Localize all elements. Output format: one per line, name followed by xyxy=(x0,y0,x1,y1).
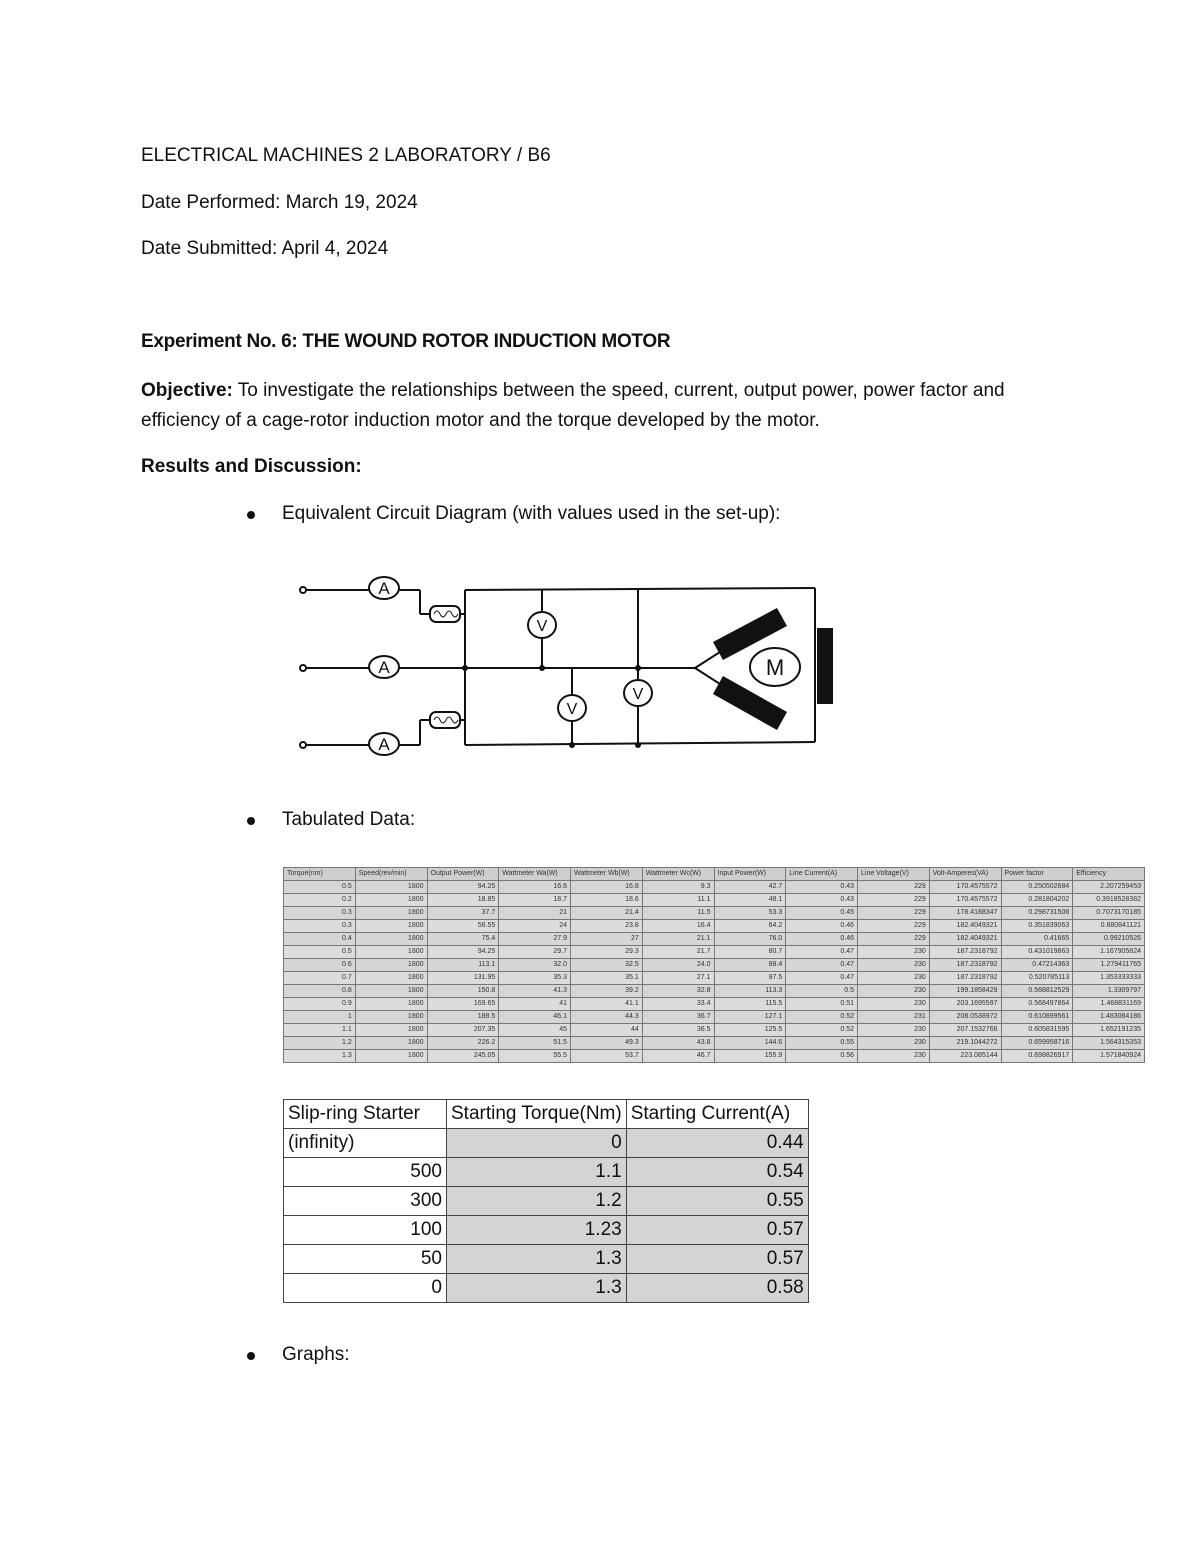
table-cell: 229 xyxy=(858,907,930,920)
table-cell: 0.41665 xyxy=(1001,933,1073,946)
table-cell: 0.298731506 xyxy=(1001,907,1073,920)
starter-row xyxy=(284,1187,809,1216)
table-cell: 0.698826917 xyxy=(1001,1050,1073,1063)
table-cell: 0.47 xyxy=(786,946,858,959)
table-cell: 230 xyxy=(858,985,930,998)
table-cell: 49.3 xyxy=(571,1037,643,1050)
starter-cell: 0.57 xyxy=(626,1216,808,1245)
table-cell: 187.2318792 xyxy=(929,946,1001,959)
table-cell: 230 xyxy=(858,1024,930,1037)
table-cell: 0.9 xyxy=(284,998,356,1011)
table-row xyxy=(284,1037,1145,1050)
table-cell: 0.5 xyxy=(284,946,356,959)
starter-cell: 100 xyxy=(284,1216,447,1245)
table-cell: 21.7 xyxy=(642,946,714,959)
table-row xyxy=(284,933,1145,946)
table-header-cell: Torque(nm) xyxy=(284,868,356,881)
table-cell: 55.5 xyxy=(499,1050,571,1063)
table-cell: 125.5 xyxy=(714,1024,786,1037)
table-cell: 0.47214363 xyxy=(1001,959,1073,972)
bullet-dot xyxy=(247,1352,255,1360)
table-cell: 97.5 xyxy=(714,972,786,985)
table-cell: 1800 xyxy=(355,1024,427,1037)
table-cell: 16.4 xyxy=(642,920,714,933)
date-performed: Date Performed: March 19, 2024 xyxy=(141,192,418,213)
table-cell: 27.9 xyxy=(499,933,571,946)
table-cell: 33.4 xyxy=(642,998,714,1011)
table-row xyxy=(284,881,1145,894)
table-cell: 0.43 xyxy=(786,894,858,907)
table-cell: 1800 xyxy=(355,972,427,985)
table-row xyxy=(284,1011,1145,1024)
table-cell: 76.0 xyxy=(714,933,786,946)
table-cell: 0.610899561 xyxy=(1001,1011,1073,1024)
table-header-cell: Volt-Amperes(VA) xyxy=(929,868,1001,881)
equivalent-circuit-diagram xyxy=(295,570,840,765)
starter-row xyxy=(284,1129,809,1158)
table-cell: 88.4 xyxy=(714,959,786,972)
table-cell: 1.3 xyxy=(284,1050,356,1063)
table-row xyxy=(284,1024,1145,1037)
table-header-cell: Line Voltage(V) xyxy=(858,868,930,881)
voltmeter-label: V xyxy=(536,618,548,635)
table-cell: 41.3 xyxy=(499,985,571,998)
table-cell: 188.5 xyxy=(427,1011,499,1024)
table-cell: 56.55 xyxy=(427,920,499,933)
table-cell: 0.7073170185 xyxy=(1073,907,1145,920)
table-cell: 230 xyxy=(858,972,930,985)
table-cell: 0.659958716 xyxy=(1001,1037,1073,1050)
table-cell: 1.1 xyxy=(284,1024,356,1037)
table-cell: 113.3 xyxy=(714,985,786,998)
table-cell: 1800 xyxy=(355,1050,427,1063)
table-row xyxy=(284,894,1145,907)
table-cell: 41 xyxy=(499,998,571,1011)
table-cell: 0.5 xyxy=(786,985,858,998)
table-cell: 1.3309797 xyxy=(1073,985,1145,998)
bullet-dot xyxy=(247,817,255,825)
table-cell: 18.6 xyxy=(571,894,643,907)
table-cell: 32.5 xyxy=(571,959,643,972)
table-cell: 229 xyxy=(858,881,930,894)
table-cell: 203.1695597 xyxy=(929,998,1001,1011)
table-cell: 178.4188347 xyxy=(929,907,1001,920)
table-cell: 1800 xyxy=(355,907,427,920)
table-cell: 226.2 xyxy=(427,1037,499,1050)
terminal-node xyxy=(300,665,306,671)
table-header-cell: Wattmeter Wb(W) xyxy=(571,868,643,881)
table-cell: 94.25 xyxy=(427,946,499,959)
table-cell: 231 xyxy=(858,1011,930,1024)
ammeter-label: A xyxy=(378,658,390,677)
table-cell: 0.47 xyxy=(786,972,858,985)
starter-cell: 1.23 xyxy=(447,1216,627,1245)
table-cell: 187.2318792 xyxy=(929,972,1001,985)
table-cell: 199.1858429 xyxy=(929,985,1001,998)
starter-header-cell: Starting Current(A) xyxy=(626,1100,808,1129)
table-cell: 51.5 xyxy=(499,1037,571,1050)
bullet-dot xyxy=(247,511,255,519)
table-cell: 0.52 xyxy=(786,1024,858,1037)
table-cell: 1800 xyxy=(355,920,427,933)
table-cell: 0.46 xyxy=(786,920,858,933)
experiment-title: Experiment No. 6: THE WOUND ROTOR INDUCTION MOTOR xyxy=(141,331,671,352)
table-cell: 0.568497864 xyxy=(1001,998,1073,1011)
table-cell: 64.2 xyxy=(714,920,786,933)
course-title: ELECTRICAL MACHINES 2 LABORATORY / B6 xyxy=(141,145,551,166)
table-cell: 0.47 xyxy=(786,959,858,972)
table-header-cell: Wattmeter Wc(W) xyxy=(642,868,714,881)
table-cell: 207.35 xyxy=(427,1024,499,1037)
table-cell: 21 xyxy=(499,907,571,920)
table-cell: 41.1 xyxy=(571,998,643,1011)
table-cell: 0.281804202 xyxy=(1001,894,1073,907)
table-row xyxy=(284,998,1145,1011)
table-cell: 29.3 xyxy=(571,946,643,959)
tabulated-data-table-wrapper xyxy=(283,867,1145,1063)
table-cell: 0.6 xyxy=(284,959,356,972)
starter-header-cell: Slip-ring Starter xyxy=(284,1100,447,1129)
table-cell: 0.56 xyxy=(786,1050,858,1063)
objective-label: Objective: xyxy=(141,380,233,401)
table-cell: 44 xyxy=(571,1024,643,1037)
table-cell: 24 xyxy=(499,920,571,933)
table-cell: 1.279411765 xyxy=(1073,959,1145,972)
table-cell: 36.7 xyxy=(642,1011,714,1024)
table-cell: 208.0538972 xyxy=(929,1011,1001,1024)
bullet-circuit-diagram: Equivalent Circuit Diagram (with values used in the set-up): xyxy=(282,503,781,524)
table-cell: 0.3 xyxy=(284,907,356,920)
table-cell: 0.3 xyxy=(284,920,356,933)
table-cell: 37.7 xyxy=(427,907,499,920)
table-cell: 229 xyxy=(858,933,930,946)
table-cell: 39.2 xyxy=(571,985,643,998)
table-row xyxy=(284,959,1145,972)
table-cell: 219.1044272 xyxy=(929,1037,1001,1050)
table-cell: 0.45 xyxy=(786,907,858,920)
table-cell: 11.5 xyxy=(642,907,714,920)
table-cell: 1800 xyxy=(355,894,427,907)
table-cell: 182.4049321 xyxy=(929,920,1001,933)
objective-paragraph xyxy=(141,376,1041,436)
table-cell: 0.4 xyxy=(284,933,356,946)
table-cell: 23.8 xyxy=(571,920,643,933)
table-cell: 1.652191235 xyxy=(1073,1024,1145,1037)
table-cell: 0.5 xyxy=(284,881,356,894)
table-cell: 75.4 xyxy=(427,933,499,946)
starter-cell: 0.54 xyxy=(626,1158,808,1187)
table-header-cell: Efficiency xyxy=(1073,868,1145,881)
starter-cell: 300 xyxy=(284,1187,447,1216)
table-cell: 16.6 xyxy=(499,881,571,894)
table-cell: 1800 xyxy=(355,946,427,959)
table-cell: 53.3 xyxy=(714,907,786,920)
table-cell: 27.1 xyxy=(642,972,714,985)
ammeter-label: A xyxy=(378,579,390,598)
table-cell: 1.468831169 xyxy=(1073,998,1145,1011)
table-cell: 113.1 xyxy=(427,959,499,972)
table-cell: 21.1 xyxy=(642,933,714,946)
terminal-node xyxy=(300,742,306,748)
table-cell: 170.4575572 xyxy=(929,881,1001,894)
table-cell: 1.2 xyxy=(284,1037,356,1050)
starter-cell: 0 xyxy=(284,1274,447,1303)
table-cell: 0.52 xyxy=(786,1011,858,1024)
results-heading: Results and Discussion: xyxy=(141,456,362,477)
table-cell: 43.8 xyxy=(642,1037,714,1050)
starter-cell: 1.1 xyxy=(447,1158,627,1187)
starter-cell: 1.3 xyxy=(447,1274,627,1303)
table-row xyxy=(284,985,1145,998)
starter-cell: 0.55 xyxy=(626,1187,808,1216)
starter-cell: 0.58 xyxy=(626,1274,808,1303)
winding-bar xyxy=(817,628,833,704)
table-row xyxy=(284,972,1145,985)
table-cell: 0.3918528382 xyxy=(1073,894,1145,907)
voltmeter-label: V xyxy=(632,686,644,703)
table-cell: 1 xyxy=(284,1011,356,1024)
table-cell: 36.5 xyxy=(642,1024,714,1037)
table-cell: 0.351839063 xyxy=(1001,920,1073,933)
table-header-cell: Line Current(A) xyxy=(786,868,858,881)
starter-row xyxy=(284,1216,809,1245)
terminal-node xyxy=(300,587,306,593)
table-cell: 1.564315353 xyxy=(1073,1037,1145,1050)
table-cell: 115.5 xyxy=(714,998,786,1011)
table-cell: 169.65 xyxy=(427,998,499,1011)
table-header-cell: Power factor xyxy=(1001,868,1073,881)
table-cell: 1.353333333 xyxy=(1073,972,1145,985)
table-cell: 94.25 xyxy=(427,881,499,894)
table-cell: 223.085144 xyxy=(929,1050,1001,1063)
table-cell: 0.2 xyxy=(284,894,356,907)
table-cell: 229 xyxy=(858,920,930,933)
motor-label: M xyxy=(765,655,785,680)
table-header-cell: Speed(rev/min) xyxy=(355,868,427,881)
table-row xyxy=(284,920,1145,933)
table-cell: 127.1 xyxy=(714,1011,786,1024)
table-row xyxy=(284,946,1145,959)
table-cell: 46.1 xyxy=(499,1011,571,1024)
table-cell: 182.4049321 xyxy=(929,933,1001,946)
table-cell: 0.520785113 xyxy=(1001,972,1073,985)
table-cell: 1.571840924 xyxy=(1073,1050,1145,1063)
table-cell: 1800 xyxy=(355,985,427,998)
slip-ring-starter-table xyxy=(283,1099,809,1303)
starter-table-wrapper xyxy=(283,1099,809,1303)
table-cell: 1800 xyxy=(355,959,427,972)
table-cell: 207.1532766 xyxy=(929,1024,1001,1037)
table-row xyxy=(284,1050,1145,1063)
table-cell: 1800 xyxy=(355,1011,427,1024)
starter-cell: 500 xyxy=(284,1158,447,1187)
table-cell: 18.7 xyxy=(499,894,571,907)
table-cell: 230 xyxy=(858,959,930,972)
table-cell: 45 xyxy=(499,1024,571,1037)
table-cell: 35.3 xyxy=(499,972,571,985)
table-cell: 0.568812529 xyxy=(1001,985,1073,998)
table-cell: 32.8 xyxy=(642,985,714,998)
table-cell: 1800 xyxy=(355,998,427,1011)
table-cell: 2.207259453 xyxy=(1073,881,1145,894)
table-cell: 1.483084186 xyxy=(1073,1011,1145,1024)
table-cell: 1800 xyxy=(355,933,427,946)
table-cell: 48.1 xyxy=(714,894,786,907)
table-cell: 155.9 xyxy=(714,1050,786,1063)
date-submitted: Date Submitted: April 4, 2024 xyxy=(141,238,389,259)
table-header-cell: Output Power(W) xyxy=(427,868,499,881)
table-cell: 229 xyxy=(858,894,930,907)
tabulated-data-table xyxy=(283,867,1145,1063)
table-cell: 0.46 xyxy=(786,933,858,946)
table-cell: 18.85 xyxy=(427,894,499,907)
starter-cell: 0 xyxy=(447,1129,627,1158)
table-cell: 0.8 xyxy=(284,985,356,998)
table-cell: 80.7 xyxy=(714,946,786,959)
bullet-tabulated-data: Tabulated Data: xyxy=(282,809,416,830)
table-cell: 0.605831595 xyxy=(1001,1024,1073,1037)
table-header-cell: Wattmeter Wa(W) xyxy=(499,868,571,881)
starter-row xyxy=(284,1274,809,1303)
starter-cell: 1.2 xyxy=(447,1187,627,1216)
table-cell: 230 xyxy=(858,946,930,959)
table-cell: 42.7 xyxy=(714,881,786,894)
table-cell: 0.43 xyxy=(786,881,858,894)
table-cell: 0.431019863 xyxy=(1001,946,1073,959)
table-cell: 27 xyxy=(571,933,643,946)
table-cell: 131.95 xyxy=(427,972,499,985)
voltmeter-label: V xyxy=(566,701,578,718)
table-cell: 230 xyxy=(858,1050,930,1063)
table-cell: 187.2318792 xyxy=(929,959,1001,972)
table-cell: 24.0 xyxy=(642,959,714,972)
ammeter-label: A xyxy=(378,735,390,754)
starter-header-cell: Starting Torque(Nm) xyxy=(447,1100,627,1129)
table-cell: 0.250502684 xyxy=(1001,881,1073,894)
table-cell: 1800 xyxy=(355,881,427,894)
table-cell: 29.7 xyxy=(499,946,571,959)
table-cell: 11.1 xyxy=(642,894,714,907)
table-cell: 0.55 xyxy=(786,1037,858,1050)
table-cell: 0.51 xyxy=(786,998,858,1011)
table-cell: 230 xyxy=(858,1037,930,1050)
bullet-graphs: Graphs: xyxy=(282,1344,350,1365)
table-cell: 0.880841121 xyxy=(1073,920,1145,933)
starter-row xyxy=(284,1158,809,1187)
table-cell: 21.4 xyxy=(571,907,643,920)
table-cell: 1800 xyxy=(355,1037,427,1050)
starter-cell: 0.57 xyxy=(626,1245,808,1274)
objective-text: To investigate the relationships between the speed, current, output power, power factor and efficiency of a cage-rotor induction motor and the torque developed by the motor. xyxy=(141,380,1005,431)
table-cell: 170.4575572 xyxy=(929,894,1001,907)
table-header-cell: Input Power(W) xyxy=(714,868,786,881)
table-cell: 0.99210526 xyxy=(1073,933,1145,946)
table-cell: 1.167905824 xyxy=(1073,946,1145,959)
table-cell: 44.3 xyxy=(571,1011,643,1024)
starter-cell: (infinity) xyxy=(284,1129,447,1158)
table-cell: 9.3 xyxy=(642,881,714,894)
table-cell: 230 xyxy=(858,998,930,1011)
table-cell: 35.1 xyxy=(571,972,643,985)
table-cell: 32.0 xyxy=(499,959,571,972)
table-row xyxy=(284,907,1145,920)
table-cell: 16.8 xyxy=(571,881,643,894)
starter-cell: 1.3 xyxy=(447,1245,627,1274)
starter-cell: 0.44 xyxy=(626,1129,808,1158)
table-cell: 0.7 xyxy=(284,972,356,985)
table-cell: 245.05 xyxy=(427,1050,499,1063)
table-cell: 144.6 xyxy=(714,1037,786,1050)
table-cell: 150.8 xyxy=(427,985,499,998)
table-cell: 53.7 xyxy=(571,1050,643,1063)
table-cell: 46.7 xyxy=(642,1050,714,1063)
starter-row xyxy=(284,1245,809,1274)
starter-cell: 50 xyxy=(284,1245,447,1274)
